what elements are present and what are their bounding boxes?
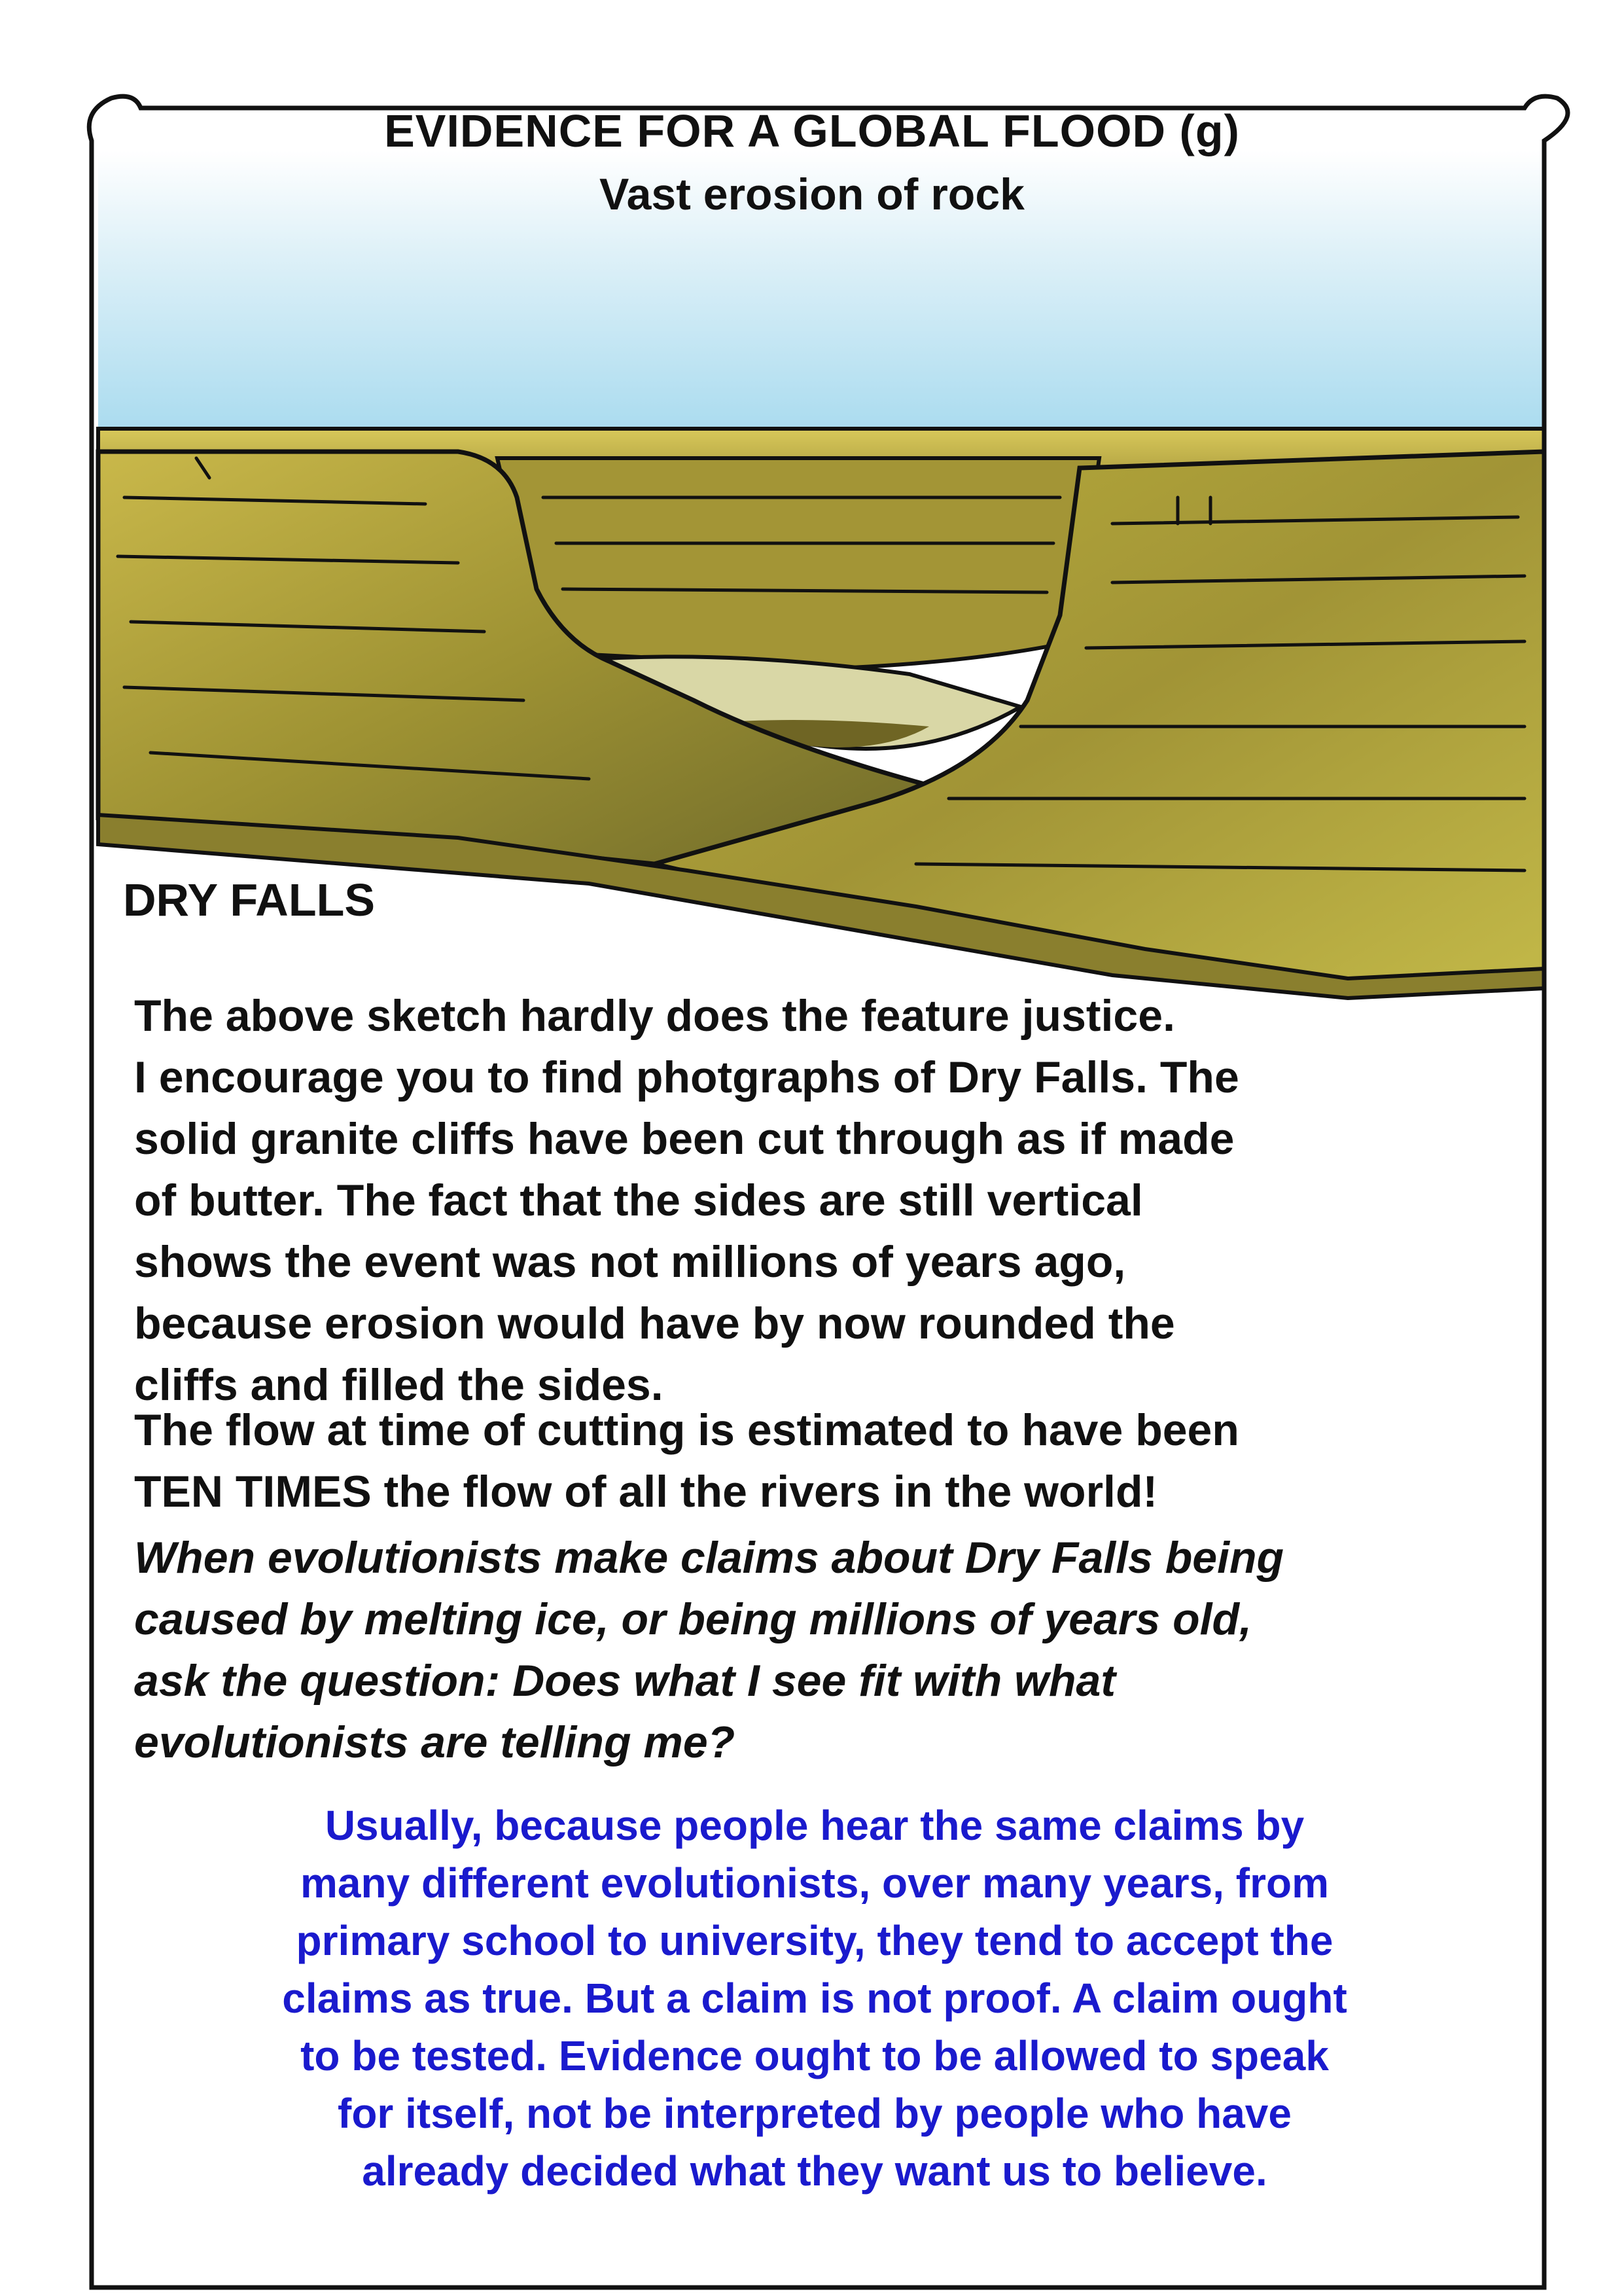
- text-line: Usually, because people hear the same claims by: [325, 1802, 1305, 1849]
- page-title: EVIDENCE FOR A GLOBAL FLOOD (g): [384, 105, 1240, 156]
- text-line: because erosion would have by now rounded the: [134, 1299, 1175, 1348]
- paragraph-intro: [134, 985, 1508, 1416]
- text-line: claims as true. But a claim is not proof. A claim ought: [282, 1975, 1347, 2022]
- text-line: cliffs and filled the sides.: [134, 1360, 663, 1410]
- text-line: for itself, not be interpreted by people who have: [338, 2090, 1292, 2137]
- text-line: evolutionists are telling me?: [134, 1717, 735, 1767]
- text-line: ask the question: Does what I see fit with what: [134, 1656, 1116, 1706]
- text-line: shows the event was not millions of years ago,: [134, 1237, 1126, 1287]
- text-line: primary school to university, they tend to accept the: [296, 1917, 1333, 1964]
- paragraph-conclusion: [118, 1797, 1511, 2200]
- text-line: The flow at time of cutting is estimated to have been: [134, 1405, 1239, 1455]
- text-line: I encourage you to find photgraphs of Dry Falls. The: [134, 1052, 1239, 1102]
- text-line: The above sketch hardly does the feature justice.: [134, 991, 1175, 1041]
- text-line: many different evolutionists, over many years, from: [300, 1859, 1330, 1907]
- paragraph-flow: [134, 1399, 1508, 1522]
- text-line: When evolutionists make claims about Dry Falls being: [134, 1533, 1284, 1583]
- text-line: to be tested. Evidence ought to be allowed to speak: [300, 2032, 1329, 2079]
- page-subtitle: Vast erosion of rock: [599, 170, 1025, 219]
- text-line: solid granite cliffs have been cut through as if made: [134, 1114, 1235, 1164]
- illustration-caption: DRY FALLS: [123, 874, 376, 925]
- text-line: caused by melting ice, or being millions of years old,: [134, 1594, 1252, 1644]
- paragraph-question: [134, 1527, 1508, 1773]
- text-line: already decided what they want us to believe.: [362, 2147, 1267, 2195]
- text-line: TEN TIMES the flow of all the rivers in the world!: [134, 1467, 1158, 1516]
- text-line: of butter. The fact that the sides are still vertical: [134, 1175, 1143, 1225]
